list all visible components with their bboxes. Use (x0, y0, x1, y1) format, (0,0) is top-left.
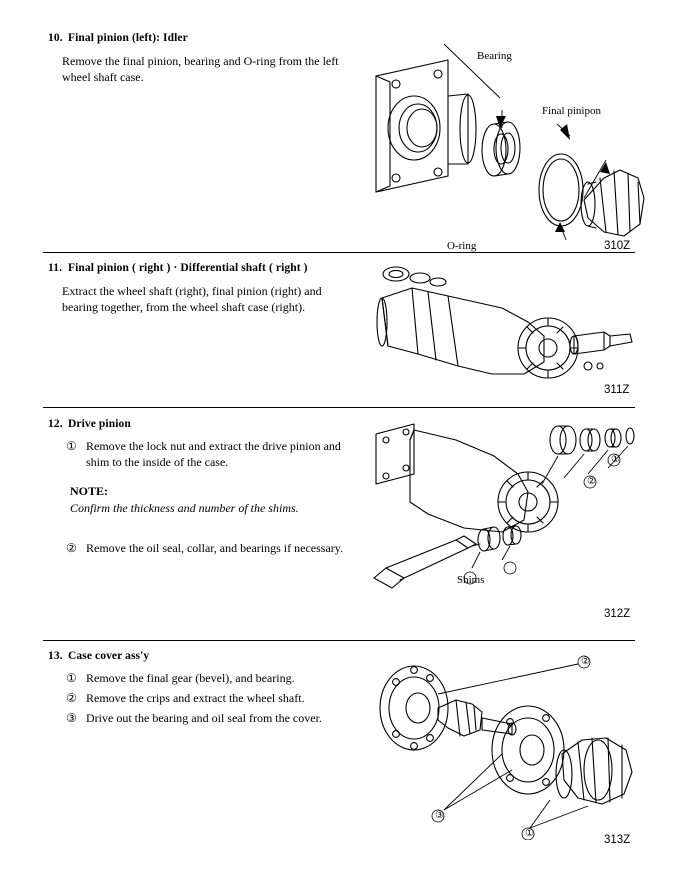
section-12-heading (48, 418, 348, 430)
figure-code-311z: 311Z (604, 384, 630, 396)
section-10-number: 10. (48, 32, 63, 44)
section-10-figure (352, 32, 652, 252)
section-11 (0, 262, 678, 407)
section-13-item-1 (66, 670, 348, 686)
callout-final-pinion: Final pinipon (542, 105, 601, 117)
section-13-text (48, 650, 348, 727)
list-marker-13-2: ② (66, 691, 77, 706)
section-12-number: 12. (48, 418, 63, 430)
callout-12-2: ② (587, 476, 596, 487)
figure-313z-drawing (352, 650, 652, 840)
section-13-heading (48, 650, 348, 662)
figure-311z-drawing (352, 262, 652, 392)
section-10-body: Remove the final pinion, bearing and O-ring from the left wheel shaft case. (62, 54, 339, 85)
list-text-13-2: Remove the crips and extract the wheel shaft. (86, 691, 305, 706)
figure-code-312z: 312Z (604, 608, 631, 620)
list-text-13-1: Remove the final gear (bevel), and bearing. (86, 671, 295, 685)
divider-3 (43, 640, 635, 641)
callout-13-2: ② (581, 656, 590, 667)
section-12-title: Drive pinion (68, 418, 131, 430)
section-10-title: Final pinion (left): Idler (68, 32, 188, 44)
section-12-text (48, 418, 348, 557)
section-13-figure (352, 650, 652, 840)
section-12-item-1 (66, 438, 348, 470)
divider-2 (43, 407, 635, 408)
section-13-item-3 (66, 710, 348, 726)
section-13 (0, 650, 678, 850)
section-11-heading (48, 262, 348, 274)
section-11-title: Final pinion ( right ) · Differential shaft ( right ) (68, 262, 308, 274)
note-label: NOTE: (70, 484, 109, 499)
section-11-body: Extract the wheel shaft (right), final pinion (right) and bearing together, from the wheel shaft case (right). (62, 284, 322, 315)
section-10-text (48, 32, 348, 85)
callout-13-3: ③ (435, 810, 444, 821)
callout-bearing: Bearing (477, 50, 512, 62)
callout-shims: Shims (457, 574, 485, 586)
section-12-item-2 (66, 540, 348, 556)
figure-code-310z: 310Z (604, 240, 631, 252)
section-13-number: 13. (48, 650, 63, 662)
list-text-1: Remove the lock nut and extract the drive pinion and shim to the inside of the case. (86, 439, 341, 470)
section-12 (0, 418, 678, 636)
figure-code-313z: 313Z (604, 834, 631, 846)
callout-13-1: ① (525, 828, 534, 839)
list-marker-2: ② (66, 541, 77, 556)
list-marker-13-1: ① (66, 671, 77, 685)
section-11-text (48, 262, 348, 315)
note-text: Confirm the thickness and number of the shims. (70, 501, 299, 516)
section-11-figure (352, 262, 652, 392)
section-10-heading (48, 32, 348, 44)
list-marker-13-3: ③ (66, 711, 77, 726)
divider-1 (43, 252, 635, 253)
section-12-figure (352, 418, 652, 618)
section-11-number: 11. (48, 262, 63, 274)
list-text-13-3: Drive out the bearing and oil seal from the cover. (86, 711, 322, 726)
list-marker-1: ① (66, 439, 77, 453)
figure-310z-drawing (352, 32, 652, 252)
section-13-title: Case cover ass'y (68, 650, 150, 662)
list-text-2: Remove the oil seal, collar, and bearings if necessary. (86, 541, 343, 556)
callout-12-1: ① (611, 454, 620, 465)
section-10 (0, 32, 678, 252)
callout-o-ring: O-ring (447, 240, 477, 252)
figure-312z-drawing (352, 418, 652, 618)
section-13-item-2 (66, 690, 348, 706)
